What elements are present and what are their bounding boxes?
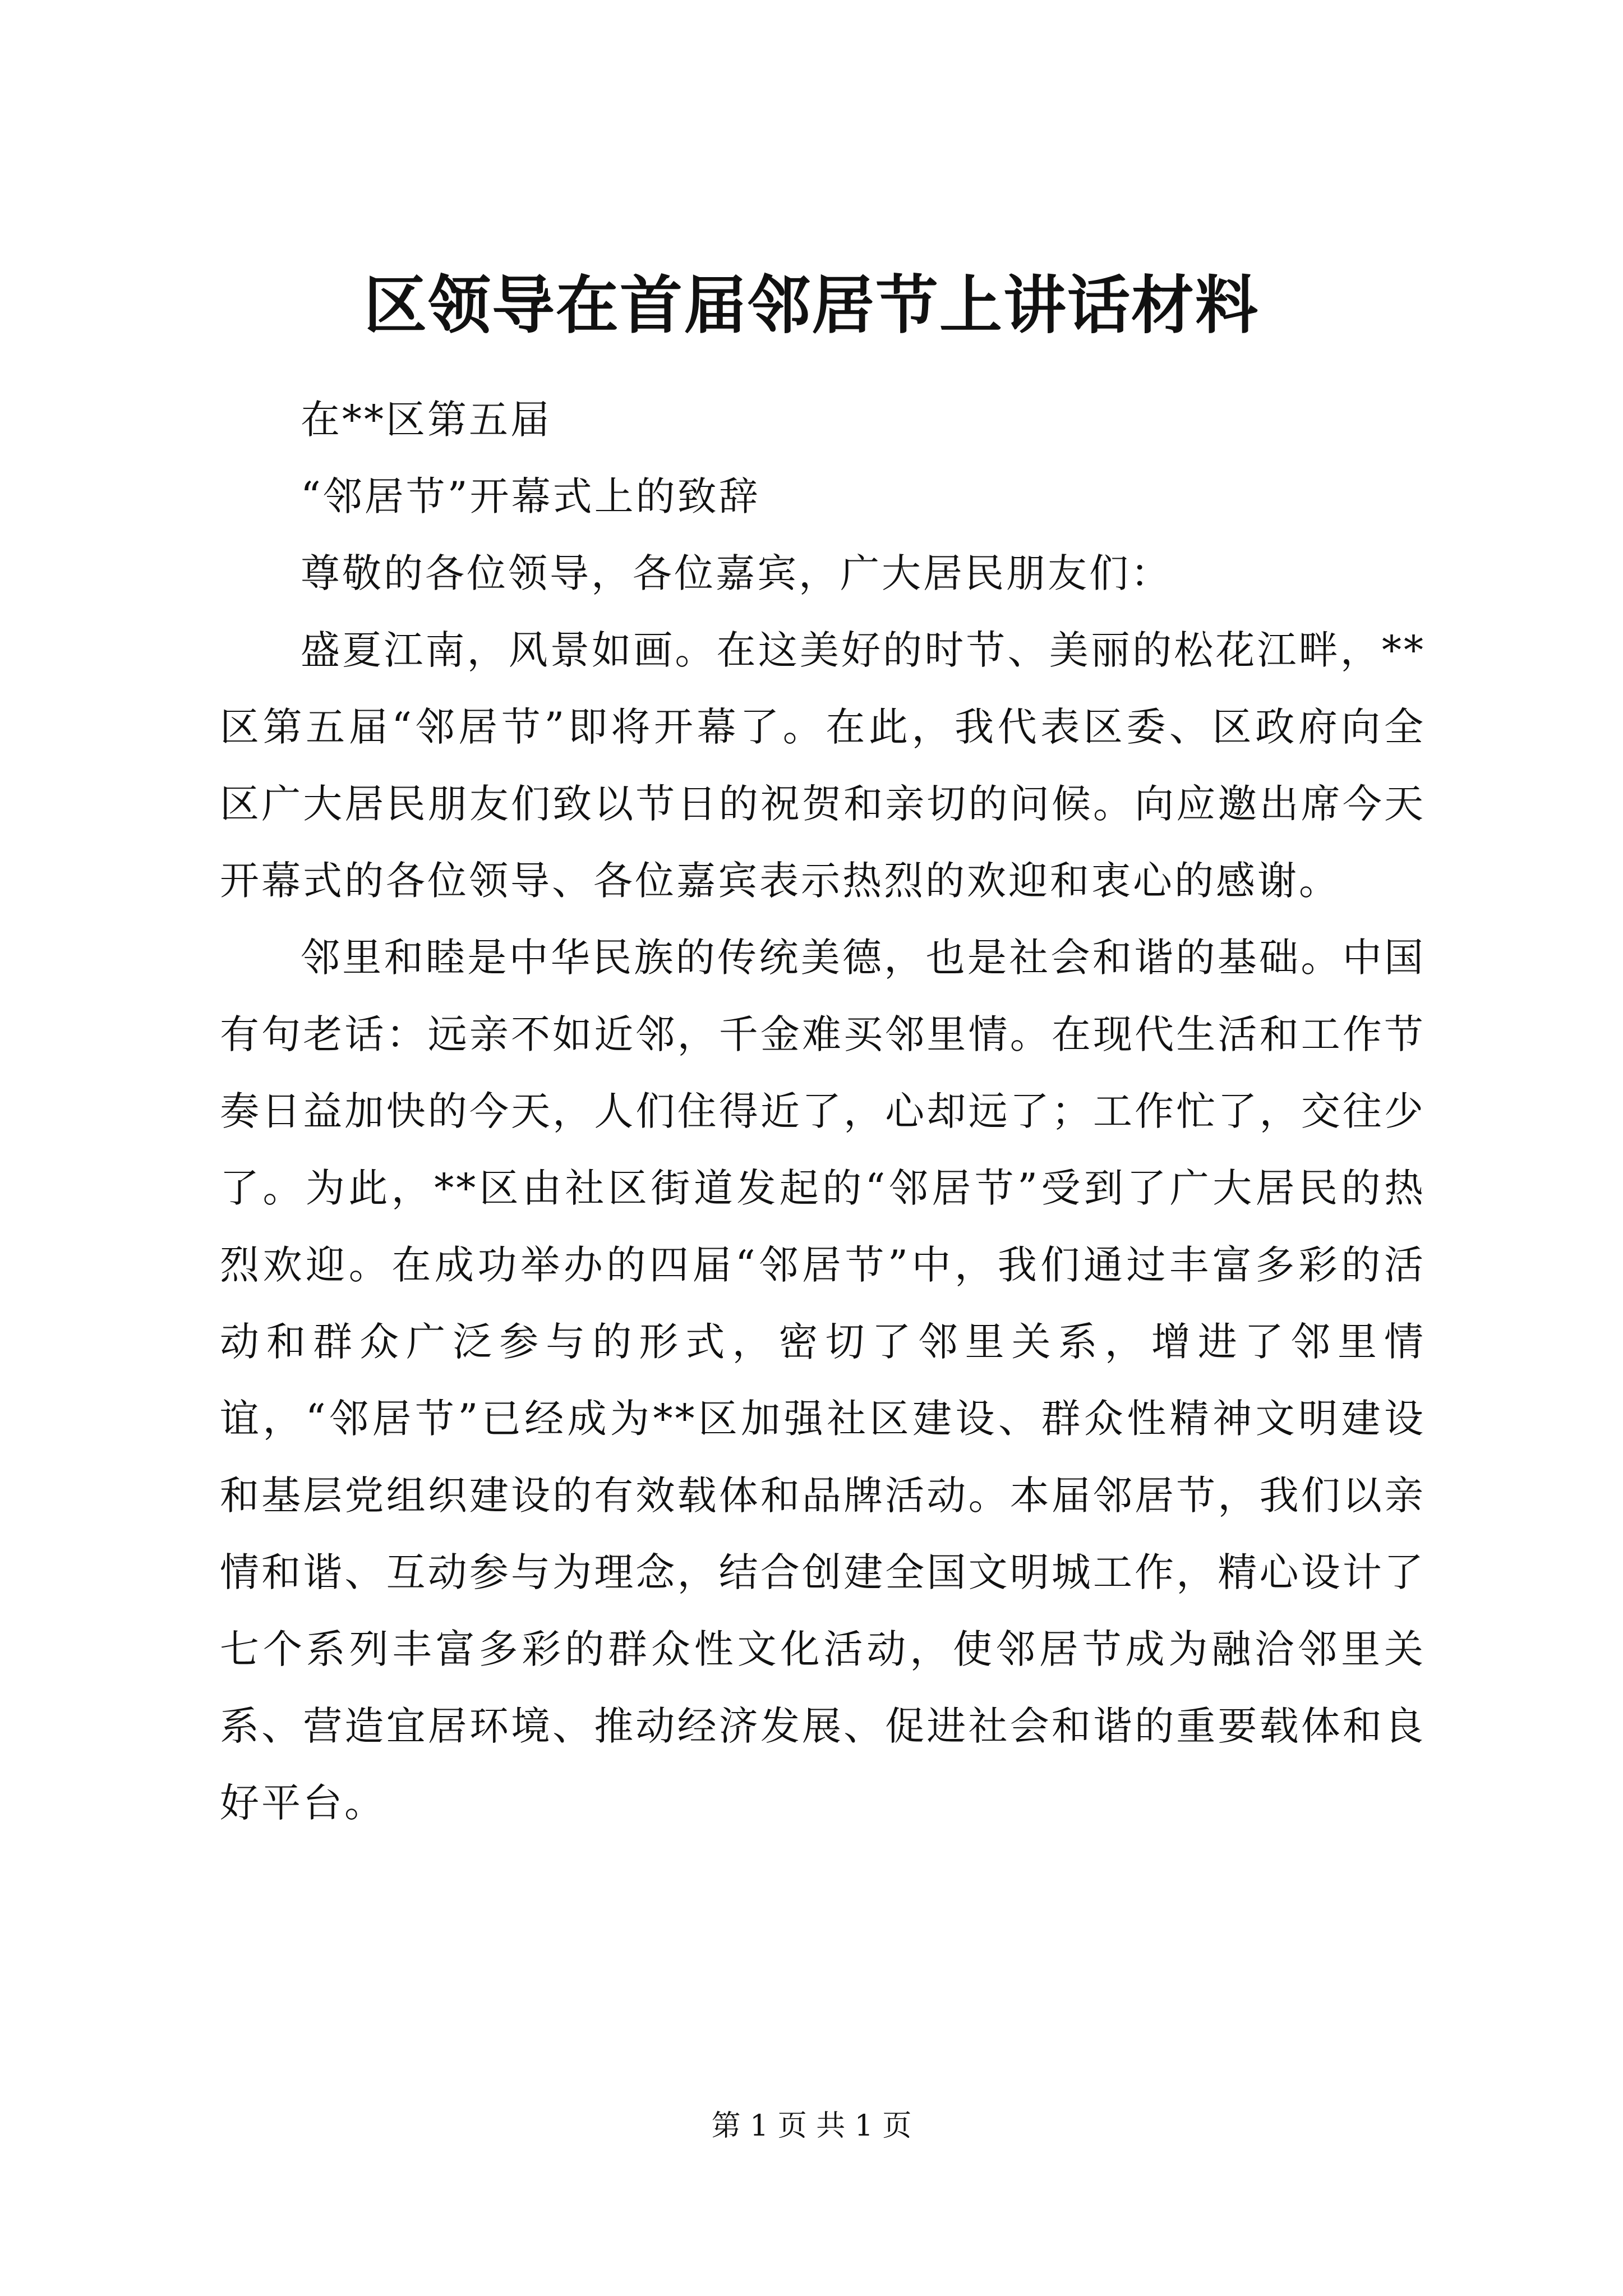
paragraph-1: 盛夏江南，风景如画。在这美好的时节、美丽的松花江畔，**区第五届“邻居节”即将开幕了。在此，我代表区委、区政府向全区广大居民朋友们致以节日的祝贺和亲切的问候。向应邀出席今天开幕式的各位领导、各位嘉宾表示热烈的欢迎和衷心的感谢。 — [220, 627, 1426, 904]
document-title: 区领导在首届邻居节上讲话材料 — [364, 269, 1259, 342]
subtitle-line-1: 在**区第五届 — [301, 397, 552, 443]
document-body — [220, 381, 1426, 1842]
subtitle-line-2: “邻居节”开幕式上的致辞 — [301, 473, 760, 519]
page-footer: 第 1 页 共 1 页 — [711, 2109, 912, 2143]
salutation: 尊敬的各位领导，各位嘉宾，广大居民朋友们： — [301, 550, 1172, 596]
paragraph-2: 邻里和睦是中华民族的传统美德，也是社会和谐的基础。中国有句老话：远亲不如近邻，千金难买邻里情。在现代生活和工作节奏日益加快的今天，人们住得近了，心却远了；工作忙了，交往少了。为此，**区由社区街道发起的“邻居节”受到了广大居民的热烈欢迎。在成功举办的四届“邻居节”中，我们通过丰富多彩的活动和群众广泛参与的形式，密切了邻里关系，增进了邻里情谊，“邻居节”已经成为**区加强社区建设、群众性精神文明建设和基层党组织建设的有效载体和品牌活动。本届邻居节，我们以亲情和谐、互动参与为理念，结合创建全国文明城工作，精心设计了七个系列丰富多彩的群众性文化活动，使邻居节成为融洽邻里关系、营造宜居环境、推动经济发展、促进社会和谐的重要载体和良好平台。 — [220, 935, 1426, 1826]
